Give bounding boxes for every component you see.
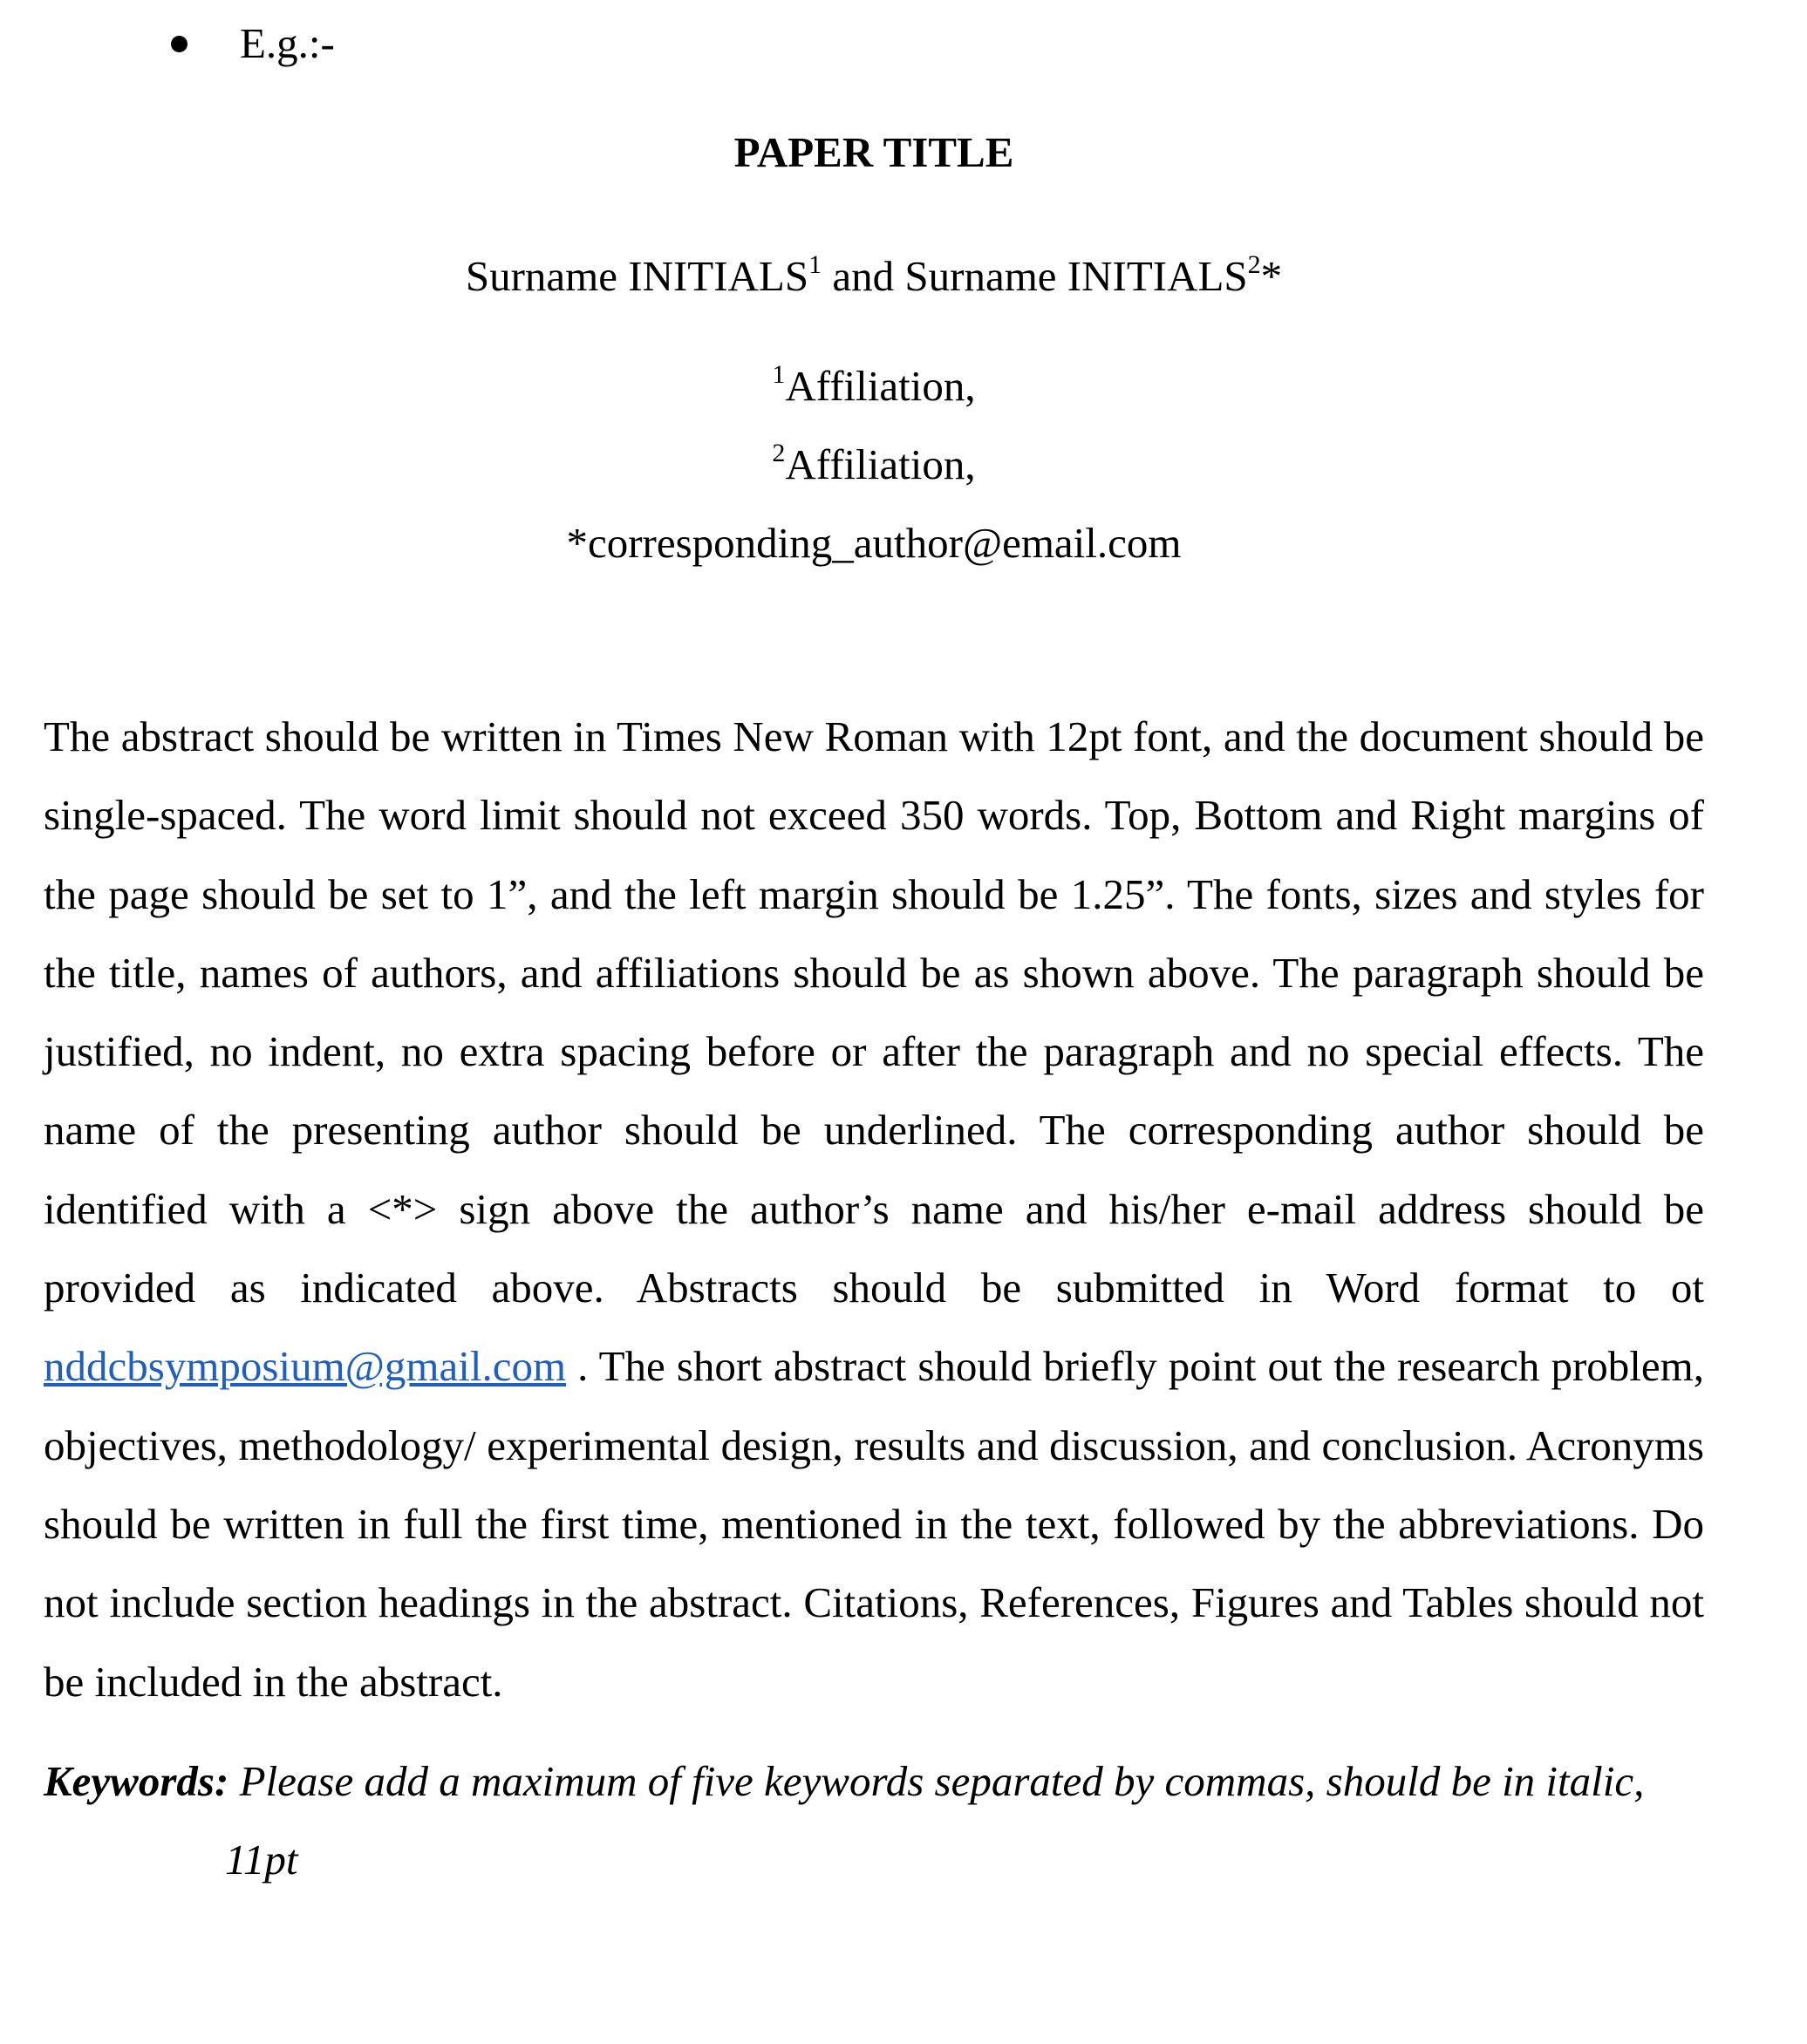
author-1-name: Surname INITIALS [465,252,809,300]
keywords-text: Please add a maximum of five keywords separated by commas, should be in italic, [228,1757,1645,1805]
affiliation-2 [0,434,1748,495]
abstract-text-part-1: The abstract should be written in Times New Roman with 12pt font, and the document should be single-spaced. The word limit should not exceed 350 words. Top, Bottom and Right margins of the page should be set to 1”, and the left margin should be 1.25”. The fonts, sizes and styles for the title, names of authors, and affiliations should be as shown above. The paragraph should be justified, no indent, no extra spacing before or after the paragraph and no special effects. The name of the presenting author should be underlined. The corresponding author should be identified with a <*> sign above the author’s name and his/her e-mail address should be provided as indicated above. Abstracts should be submitted in Word format to ot [44,712,1704,1312]
author-joiner: and [822,252,905,300]
affiliation-2-superscript: 2 [772,439,786,467]
bullet-dot-icon [171,36,188,52]
author-2-name: Surname INITIALS [904,252,1248,300]
affiliation-1-superscript: 1 [772,360,786,389]
abstract-text-part-2: . The short abstract should briefly point out the research problem, objectives, methodology/ experimental design, results and discussion, and conclusion. Acronyms should be written in full the first time, mentioned in the text, followed by the abbreviations. Do not include section headings in the abstract. Citations, References, Figures and Tables should not be included in the abstract. [44,1342,1704,1706]
author-line [0,246,1748,307]
corresponding-email: *corresponding_author@email.com [566,519,1182,567]
affiliation-1 [0,356,1748,417]
submission-email-link[interactable]: nddcbsymposium@gmail.com [44,1342,567,1391]
corresponding-star: * [1260,252,1283,300]
author-1-superscript: 1 [808,250,822,279]
author-2-superscript: 2 [1247,250,1261,279]
example-label: E.g.:- [240,19,335,67]
paper-title: PAPER TITLE [733,128,1014,176]
affiliation-2-text: Affiliation, [785,440,976,488]
example-bullet [171,10,335,77]
keywords-text-continuation: 11pt [225,1836,298,1884]
keywords-line [44,1742,1704,1899]
affiliation-1-text: Affiliation, [785,362,976,410]
abstract-paragraph [44,698,1704,1721]
keywords-label: Keywords: [44,1757,229,1805]
